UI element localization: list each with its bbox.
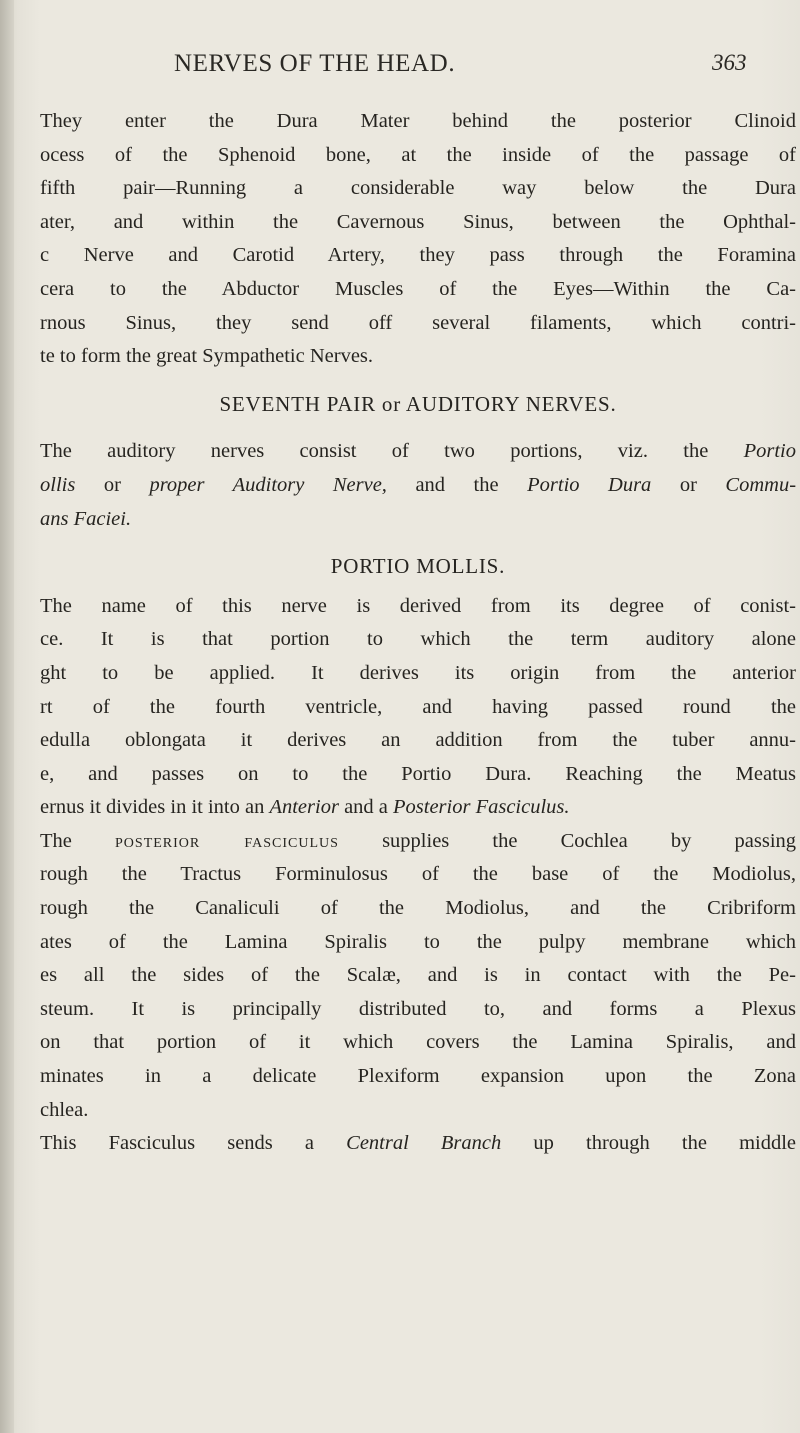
section-heading-seventh-pair: SEVENTH PAIR or AUDITORY NERVES. — [219, 391, 617, 416]
italic-term: Portio — [743, 440, 796, 463]
text-line: ce. It is that portion to which the term auditory alone — [40, 628, 796, 651]
text-run: and the — [415, 473, 499, 496]
text-line: fifth pair—Running a considerable way below the Dura — [40, 177, 796, 200]
italic-term: Central Branch — [346, 1132, 502, 1155]
text-line — [40, 1127, 796, 1161]
text-run: The auditory nerves consist of two portions, viz. the — [40, 440, 709, 463]
text-line: minates in a delicate Plexiform expansion upon the Zona — [40, 1065, 796, 1088]
small-caps-term: posterior fasciculus — [115, 829, 339, 852]
text-line: chlea. — [40, 1098, 89, 1121]
body-text — [40, 105, 796, 1161]
text-line — [40, 435, 796, 469]
text-line: The name of this nerve is derived from its degree of conist- — [40, 594, 796, 617]
italic-term: Portio Dura — [527, 473, 652, 496]
page-gutter — [0, 0, 14, 1433]
text-line — [40, 469, 796, 503]
text-run: and a — [344, 796, 388, 819]
text-line: rnous Sinus, they send off several filaments, which contri- — [40, 311, 796, 334]
text-line: steum. It is principally distributed to, and forms a Plexus — [40, 997, 796, 1020]
text-line: edulla oblongata it derives an addition from the tuber annu- — [40, 729, 796, 752]
section-heading-portio-mollis: PORTIO MOLLIS. — [330, 554, 506, 579]
page-number: 363 — [712, 50, 747, 75]
text-line: ates of the Lamina Spiralis to the pulpy membrane which — [40, 930, 796, 953]
text-line: rough the Canaliculi of the Modiolus, and the Cribriform — [40, 897, 796, 920]
text-line: rt of the fourth ventricle, and having passed round the — [40, 695, 796, 718]
running-head: NERVES OF THE HEAD. — [174, 50, 456, 77]
text-run: ernus it divides in it into an — [40, 796, 265, 819]
text-line: ans Faciei. — [40, 507, 132, 530]
text-line — [40, 791, 796, 825]
text-line — [40, 825, 796, 859]
italic-term: Posterior Fasciculus. — [393, 796, 570, 819]
italic-term: Commu- — [725, 473, 796, 496]
text-line: ater, and within the Cavernous Sinus, between the Ophthal- — [40, 210, 796, 233]
page-header — [0, 50, 800, 90]
text-run: supplies the Cochlea by passing — [382, 829, 796, 852]
text-line: rough the Tractus Forminulosus of the base of the Modiolus, — [40, 863, 796, 886]
text-run: This Fasciculus sends a — [40, 1132, 315, 1155]
text-line: c Nerve and Carotid Artery, they pass through the Foramina — [40, 244, 796, 267]
text-line: ght to be applied. It derives its origin from the anterior — [40, 661, 796, 684]
text-run: up through the middle — [533, 1132, 796, 1155]
text-line: te to form the great Sympathetic Nerves. — [40, 345, 374, 368]
text-line: ocess of the Sphenoid bone, at the inside of the passage of — [40, 143, 796, 166]
text-line: es all the sides of the Scalæ, and is in contact with the Pe- — [40, 964, 796, 987]
text-run: or — [679, 473, 697, 496]
text-run: or — [103, 473, 121, 496]
text-line: e, and passes on to the Portio Dura. Reaching the Meatus — [40, 762, 796, 785]
text-line: cera to the Abductor Muscles of the Eyes—Within the Ca- — [40, 277, 796, 300]
italic-term: ollis — [40, 473, 76, 496]
text-line: They enter the Dura Mater behind the posterior Clinoid — [40, 110, 796, 132]
italic-term: proper Auditory Nerve, — [149, 473, 387, 496]
italic-term: Anterior — [269, 796, 339, 819]
text-run: The — [40, 829, 72, 852]
text-line: on that portion of it which covers the Lamina Spiralis, and — [40, 1031, 796, 1054]
